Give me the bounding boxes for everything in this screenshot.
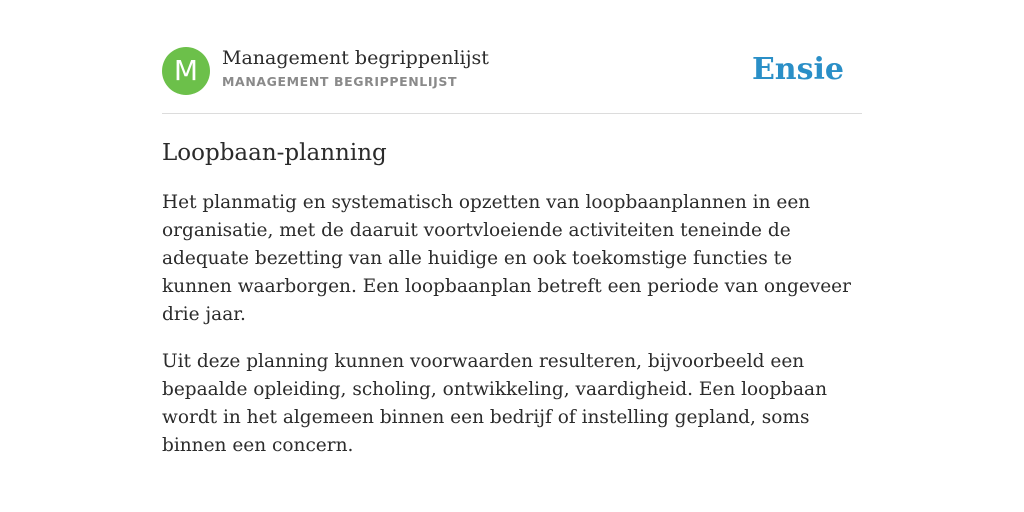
definition-card [162, 46, 862, 460]
term-title: Loopbaan-planning [162, 140, 387, 166]
source-avatar[interactable]: M [162, 47, 210, 95]
definition-paragraph-1: Het planmatig en systematisch opzetten van loopbaanplannen in een organisatie, met de daaruit voortvloeiende activiteiten teneinde de adequate bezetting van alle huidige en ook toekomstige functies te kunnen waarborgen. Een loopbaanplan betreft een periode van ongeveer drie jaar. [162, 192, 851, 325]
ensie-logo[interactable]: Ensie [751, 52, 844, 87]
source-title[interactable]: Management begrippenlijst [222, 47, 489, 69]
source-subtitle: MANAGEMENT BEGRIPPENLIJST [222, 74, 458, 89]
definition-paragraph-2: Uit deze planning kunnen voorwaarden resulteren, bijvoorbeeld een bepaalde opleiding, scholing, ontwikkeling, vaardigheid. Een loopbaan wordt in het algemeen binnen een bedrijf of instelling gepland, soms binnen een concern. [162, 351, 827, 456]
card-header [162, 46, 862, 114]
